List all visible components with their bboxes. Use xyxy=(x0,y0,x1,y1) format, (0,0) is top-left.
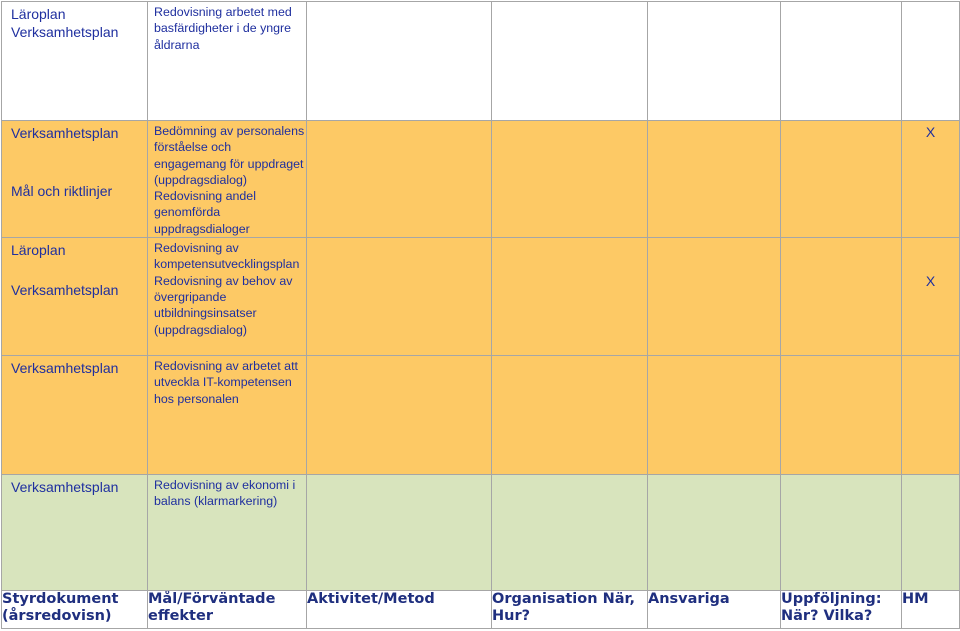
header-ansvariga: Ansvariga xyxy=(648,591,781,629)
aktivitet-cell xyxy=(307,121,492,238)
column-header-row xyxy=(2,591,960,629)
hm-cell xyxy=(902,475,960,591)
mal-text: Redovisning andel genomförda uppdragsdialoger xyxy=(154,189,256,236)
table-row xyxy=(2,2,960,121)
header-mal: Mål/Förväntade effekter xyxy=(148,591,307,629)
styrdokument-label: Verksamhetsplan xyxy=(11,479,119,496)
styrdokument-cell xyxy=(2,356,148,475)
mal-text: Redovisning av kompetensutvecklingsplan xyxy=(154,241,300,272)
header-hm: HM xyxy=(902,591,960,629)
header-aktivitet: Aktivitet/Metod xyxy=(307,591,492,629)
mal-text: Redovisning av arbetet att utveckla IT-kompetensen hos personalen xyxy=(154,359,298,406)
ansvariga-cell xyxy=(648,2,781,121)
organisation-cell xyxy=(492,475,648,591)
styrdokument-cell xyxy=(2,475,148,591)
styrdokument-label: Verksamhetsplan xyxy=(11,360,119,377)
aktivitet-cell xyxy=(307,475,492,591)
ansvariga-cell xyxy=(648,356,781,475)
mal-text: Redovisning av behov av övergripande utbildningsinsatser (uppdragsdialog) xyxy=(154,273,293,337)
organisation-cell xyxy=(492,2,648,121)
ansvariga-cell xyxy=(648,121,781,238)
styrdokument-label: Läroplan xyxy=(11,6,66,22)
uppfoljning-cell xyxy=(781,475,902,591)
uppfoljning-cell xyxy=(781,121,902,238)
hm-mark: X xyxy=(925,273,936,290)
plan-table xyxy=(1,1,960,629)
mal-text: Redovisning arbetet med basfärdigheter i de yngre åldrarna xyxy=(154,5,292,52)
uppfoljning-cell xyxy=(781,238,902,356)
hm-cell xyxy=(902,238,960,356)
ansvariga-cell xyxy=(648,238,781,356)
table-row xyxy=(2,475,960,591)
uppfoljning-cell xyxy=(781,356,902,475)
header-styrdokument: Styrdokument (årsredovisn) xyxy=(2,591,148,629)
hm-mark xyxy=(902,356,959,359)
aktivitet-cell xyxy=(307,2,492,121)
mal-text: Redovisning av ekonomi i balans (klarmarkering) xyxy=(154,478,296,509)
organisation-cell xyxy=(492,121,648,238)
styrdokument-cell xyxy=(2,2,148,121)
table-row xyxy=(2,121,960,238)
header-organisation: Organisation När, Hur? xyxy=(492,591,648,629)
organisation-cell xyxy=(492,356,648,475)
mal-cell xyxy=(148,121,307,238)
styrdokument-cell xyxy=(2,121,148,238)
uppfoljning-cell xyxy=(781,2,902,121)
hm-cell xyxy=(902,356,960,475)
styrdokument-label: Verksamhetsplan xyxy=(11,282,119,299)
mal-cell xyxy=(148,475,307,591)
styrdokument-cell xyxy=(2,238,148,356)
ansvariga-cell xyxy=(648,475,781,591)
hm-cell xyxy=(902,2,960,121)
styrdokument-label: Läroplan xyxy=(11,242,66,259)
mal-cell xyxy=(148,356,307,475)
hm-mark: X xyxy=(925,124,936,140)
styrdokument-label: Verksamhetsplan xyxy=(11,125,119,141)
styrdokument-label: Mål och riktlinjer xyxy=(11,183,113,199)
organisation-cell xyxy=(492,238,648,356)
aktivitet-cell xyxy=(307,356,492,475)
table-row xyxy=(2,356,960,475)
mal-cell xyxy=(148,238,307,356)
hm-mark xyxy=(902,475,959,478)
aktivitet-cell xyxy=(307,238,492,356)
table-row xyxy=(2,238,960,356)
mal-cell xyxy=(148,2,307,121)
styrdokument-label: Verksamhetsplan xyxy=(11,24,119,40)
hm-cell xyxy=(902,121,960,238)
mal-text: Bedömning av personalens förståelse och engagemang för uppdraget (uppdragsdialog) xyxy=(154,124,305,187)
hm-mark xyxy=(902,2,959,5)
header-uppfoljning: Uppföljning: När? Vilka? xyxy=(781,591,902,629)
